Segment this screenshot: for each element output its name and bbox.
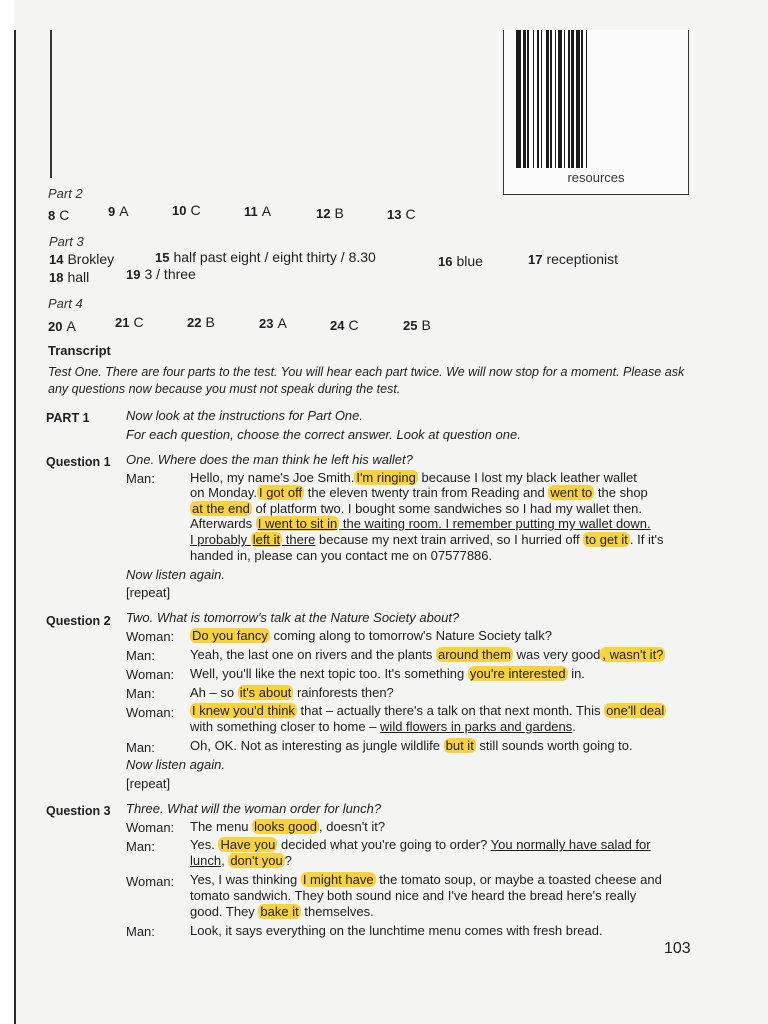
- transcript-title: Transcript: [48, 343, 111, 358]
- page-number: 103: [664, 940, 691, 957]
- speaker-label: Woman:: [126, 705, 175, 720]
- dialogue-line: tomato sandwich. They both sound nice and I've heard the bread here's really: [190, 888, 637, 903]
- speaker-label: Woman:: [126, 874, 175, 889]
- answer-item: 22 B: [187, 314, 215, 330]
- highlight: bake it: [260, 904, 299, 919]
- dialogue-line: with something closer to home – wild flowers in parks and gardens.: [190, 719, 576, 734]
- dialogue-line: Look, it says everything on the lunchtime menu comes with fresh bread.: [190, 923, 603, 938]
- highlight: left it: [252, 532, 281, 547]
- dialogue-line: The menu looks good , doesn't it?: [190, 819, 386, 834]
- answer-item: 8 C: [48, 207, 70, 223]
- speaker-label: Man:: [126, 839, 155, 854]
- highlight: don't you: [230, 853, 283, 868]
- highlight: I'm ringing: [356, 470, 416, 485]
- binder-line: [14, 30, 16, 1024]
- speaker-label: Man:: [126, 686, 155, 701]
- part1-label: PART 1: [46, 411, 90, 425]
- answer-item: 12 B: [316, 205, 344, 221]
- part3-heading: Part 3: [49, 234, 84, 249]
- highlight: one'll deal: [606, 703, 665, 718]
- answer-item: 13 C: [387, 206, 416, 222]
- part1-instruction: Now look at the instructions for Part One.: [126, 408, 363, 423]
- dialogue-line: lunch, don't you ?: [190, 853, 292, 868]
- answer-item: 11 A: [244, 203, 272, 219]
- speaker-label: Man:: [126, 471, 155, 486]
- dialogue-line: Hello, my name's Joe Smith. I'm ringing because I lost my black leather wallet: [190, 470, 637, 485]
- highlight: to get it: [585, 532, 628, 547]
- barcode-box: [503, 30, 689, 195]
- dialogue-line: Yeah, the last one on rivers and the plants around them was very good , wasn't it?: [190, 647, 664, 662]
- highlight: it's about: [239, 685, 292, 700]
- speaker-label: Man:: [126, 648, 155, 663]
- question-label: Question 3: [46, 804, 111, 818]
- part4-heading: Part 4: [48, 296, 83, 311]
- question-prompt: Two. What is tomorrow's talk at the Nature Society about?: [126, 610, 460, 625]
- dialogue-line: I probably left it there because my next train arrived, so I hurried off to get it . If it's: [190, 532, 664, 547]
- transcript-intro: Test One. There are four parts to the test. You will hear each part twice. We will now stop for a moment. Please ask any questions now because you must not speak during the test.: [48, 365, 685, 396]
- speaker-label: Woman:: [126, 629, 175, 644]
- dialogue-line: handed in, please can you contact me on 07577886.: [190, 548, 493, 563]
- dialogue-line: I knew you'd think that – actually there's a talk on that next month. This one'll deal: [192, 703, 665, 718]
- speaker-label: Woman:: [126, 820, 175, 835]
- dialogue-line: Afterwards I went to sit in the waiting room. I remember putting my wallet down.: [190, 516, 651, 531]
- highlight: at the end: [192, 501, 250, 516]
- highlight: went to: [550, 485, 593, 500]
- barcode-label: resources: [567, 170, 625, 185]
- highlight: you're interested: [469, 666, 566, 681]
- question-label: Question 1: [46, 455, 111, 469]
- highlight: Do you fancy: [192, 628, 268, 643]
- answer-item: 10 C: [172, 202, 201, 218]
- highlight: I went to sit in: [257, 516, 338, 531]
- answer-item: 17 receptionist: [528, 251, 619, 267]
- dialogue-line: Yes, I was thinking I might have the tomato soup, or maybe a toasted cheese and: [190, 872, 662, 887]
- dialogue-line: on Monday. I got off the eleven twenty train from Reading and went to the shop: [190, 485, 648, 500]
- margin-line: [50, 30, 52, 178]
- dialogue-line: Yes. Have you decided what you're going to order? You normally have salad for: [190, 837, 651, 852]
- answer-item: 16 blue: [438, 253, 483, 269]
- answer-item: 9 A: [108, 203, 129, 219]
- dialogue-line: Oh, OK. Not as interesting as jungle wildlife but it still sounds worth going to.: [190, 738, 633, 753]
- highlight: , wasn't it?: [602, 647, 664, 662]
- dialogue-line: good. They bake it themselves.: [190, 904, 374, 919]
- listen-again: Now listen again.: [126, 757, 225, 772]
- highlight: I knew you'd think: [192, 703, 295, 718]
- dialogue-line: Do you fancy coming along to tomorrow's Nature Society talk?: [192, 628, 552, 643]
- barcode-gap: [587, 30, 589, 168]
- answer-item: 20 A: [48, 318, 76, 334]
- repeat-note: [repeat]: [126, 585, 171, 600]
- listen-again: Now listen again.: [126, 567, 225, 582]
- answer-item: 14 Brokley: [49, 251, 115, 267]
- part1-instruction: For each question, choose the correct answer. Look at question one.: [126, 427, 521, 442]
- speaker-label: Man:: [126, 740, 155, 755]
- part2-heading: Part 2: [48, 186, 83, 201]
- answer-item: 18 hall: [49, 269, 90, 285]
- dialogue-line: Well, you'll like the next topic too. It's something you're interested in.: [190, 666, 585, 681]
- answer-item: 25 B: [403, 317, 431, 333]
- answer-item: 21 C: [115, 314, 144, 330]
- speaker-label: Man:: [126, 924, 155, 939]
- answer-item: 19 3 / three: [126, 266, 196, 282]
- question-prompt: Three. What will the woman order for lunch?: [126, 801, 382, 816]
- answer-item: 15 half past eight / eight thirty / 8.30: [155, 249, 376, 265]
- repeat-note: [repeat]: [126, 776, 171, 791]
- highlight: looks good: [254, 819, 318, 834]
- question-label: Question 2: [46, 614, 111, 628]
- page-edge: [0, 0, 14, 1024]
- dialogue-line: Ah – so it's about rainforests then?: [190, 685, 394, 700]
- highlight: I might have: [302, 872, 374, 887]
- answer-item: 23 A: [259, 315, 287, 331]
- dialogue-line: at the end of platform two. I bought some sandwiches so I had my wallet then.: [192, 501, 643, 516]
- question-prompt: One. Where does the man think he left his wallet?: [126, 452, 413, 467]
- answer-item: 24 C: [330, 317, 359, 333]
- highlight: but it: [445, 738, 474, 753]
- barcode: [516, 30, 672, 168]
- highlight: I got off: [258, 485, 303, 500]
- speaker-label: Woman:: [126, 667, 175, 682]
- highlight: around them: [437, 647, 511, 662]
- highlight: Have you: [220, 837, 276, 852]
